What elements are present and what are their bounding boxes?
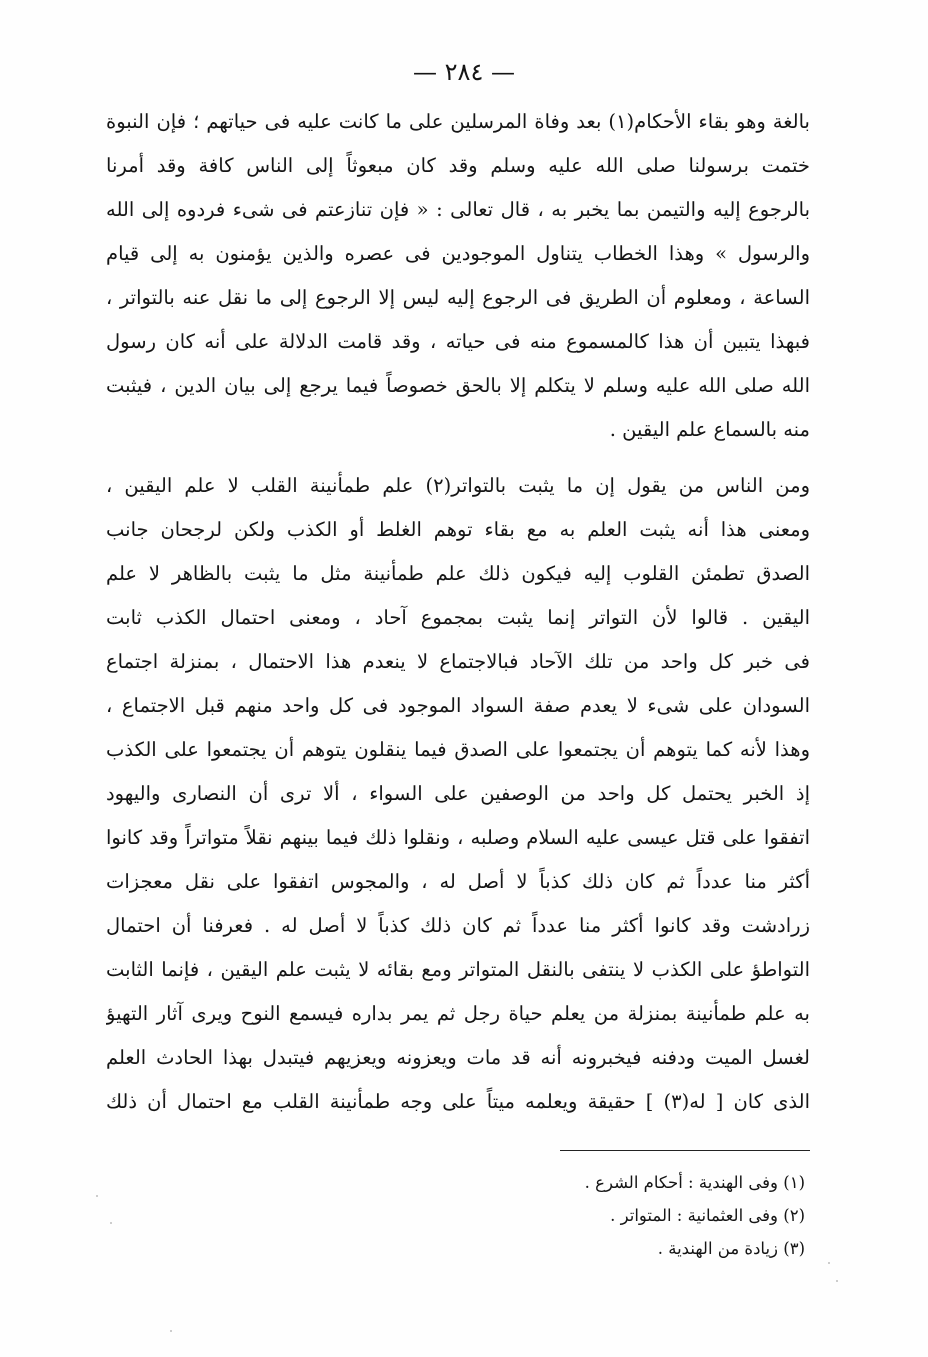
text-line: السودان على شىء لا يعدم صفة السواد الموجود فى كل واحد منهم قبل الاجتماع ، — [106, 694, 810, 717]
paragraph-1 — [106, 100, 810, 452]
text-line: التواطؤ على الكذب لا ينتفى بالنقل المتواتر ومع بقائه لا يثبت علم اليقين ، فإنما الثابت — [106, 958, 810, 981]
footnote: (١) وفى الهندية : أحكام الشرع . — [584, 1173, 805, 1192]
text-line: أكثر منا عدداً ثم كان ذلك كذباً لا أصل له ، والمجوس اتفقوا على نقل معجزات — [106, 870, 810, 893]
scan-speck — [170, 1330, 172, 1332]
main-text — [106, 100, 810, 1124]
text-line: به علم طمأنينة بمنزلة من يعلم حياة رجل ثم يمر بداره فيسمع النوح ويرى آثار التهيؤ — [106, 1002, 810, 1025]
text-line: الصدق تطمئن القلوب إليه فيكون ذلك علم طمأنينة مثل ما يثبت بالظاهر لا علم — [106, 562, 810, 585]
text-line: زرادشت وقد كانوا أكثر منا عدداً ثم كان ذلك كذباً لا أصل له . فعرفنا أن احتمال — [106, 914, 810, 937]
text-line: ختمت برسولنا صلى الله عليه وسلم وقد كان مبعوثاً إلى الناس كافة وقد أمرنا — [106, 154, 810, 177]
footnotes — [300, 1166, 805, 1265]
text-line: الساعة ، ومعلوم أن الطريق فى الرجوع إليه ليس إلا الرجوع إلى ما نقل عنه بالتواتر ، — [106, 286, 810, 309]
text-line: فى خبر كل واحد من تلك الآحاد فبالاجتماع لا ينعدم هذا الاحتمال ، بمنزلة اجتماع — [106, 650, 810, 673]
text-line: ومعنى هذا أنه يثبت العلم به مع بقاء توهم الغلط أو الكذب ولكن لرجحان جانب — [106, 518, 810, 541]
text-line: الله صلى الله عليه وسلم لا يتكلم إلا بالحق خصوصاً فيما يرجع إلى بيان الدين ، فيثبت — [106, 374, 810, 397]
paragraph-2 — [106, 464, 810, 1124]
text-line: إذ الخبر يحتمل كل واحد من الوصفين على السواء ، ألا ترى أن النصارى واليهود — [106, 782, 810, 805]
footnote-divider — [560, 1150, 810, 1151]
text-line: وهذا لأنه كما يتوهم أن يجتمعوا على الصدق فيما ينقلون يتوهم أن يجتمعوا على الكذب — [106, 738, 810, 761]
text-line: الذى كان [ له(٣) ] حقيقة ويعلمه ميتاً على وجه طمأنينة القلب مع احتمال أن ذلك — [106, 1090, 810, 1113]
text-line: فبهذا يتبين أن هذا كالمسموع منه فى حياته ، وقد قامت الدلالة على أنه كان رسول — [106, 330, 810, 353]
text-line: لغسل الميت ودفنه فيخبرونه أنه قد مات ويعزونه ويعزيهم فيتبدل بهذا الحادث العلم — [106, 1046, 810, 1069]
page-number: — ٢٨٤ — — [413, 58, 515, 86]
footnote: (٢) وفى العثمانية : المتواتر . — [610, 1206, 805, 1225]
footnote: (٣) زيادة من الهندية . — [657, 1239, 805, 1258]
scan-speck — [828, 1262, 830, 1264]
paragraph-gap — [106, 452, 810, 464]
text-line: ومن الناس من يقول إن ما يثبت بالتواتر(٢) علم طمأنينة القلب لا علم اليقين ، — [106, 474, 810, 497]
scan-speck — [110, 1222, 112, 1224]
text-line: بالغة وهو بقاء الأحكام(١) بعد وفاة المرسلين على ما كانت عليه فى حياتهم ؛ فإن النبوة — [106, 110, 810, 133]
scan-speck — [96, 1195, 98, 1197]
text-line: والرسول » وهذا الخطاب يتناول الموجودين فى عصره والذين يؤمنون به إلى قيام — [106, 242, 810, 265]
text-line: بالرجوع إليه والتيمن بما يخبر به ، قال تعالى : « فإن تنازعتم فى شىء فردوه إلى الله — [106, 198, 810, 221]
text-line: اليقين . قالوا لأن التواتر إنما يثبت بمجموع آحاد ، ومعنى احتمال الكذب ثابت — [106, 606, 810, 629]
scan-speck — [836, 1280, 838, 1282]
text-line: اتفقوا على قتل عيسى عليه السلام وصلبه ، ونقلوا ذلك فيما بينهم نقلاً متواتراً وقد كانوا — [106, 826, 810, 849]
text-line: منه بالسماع علم اليقين . — [609, 418, 810, 441]
